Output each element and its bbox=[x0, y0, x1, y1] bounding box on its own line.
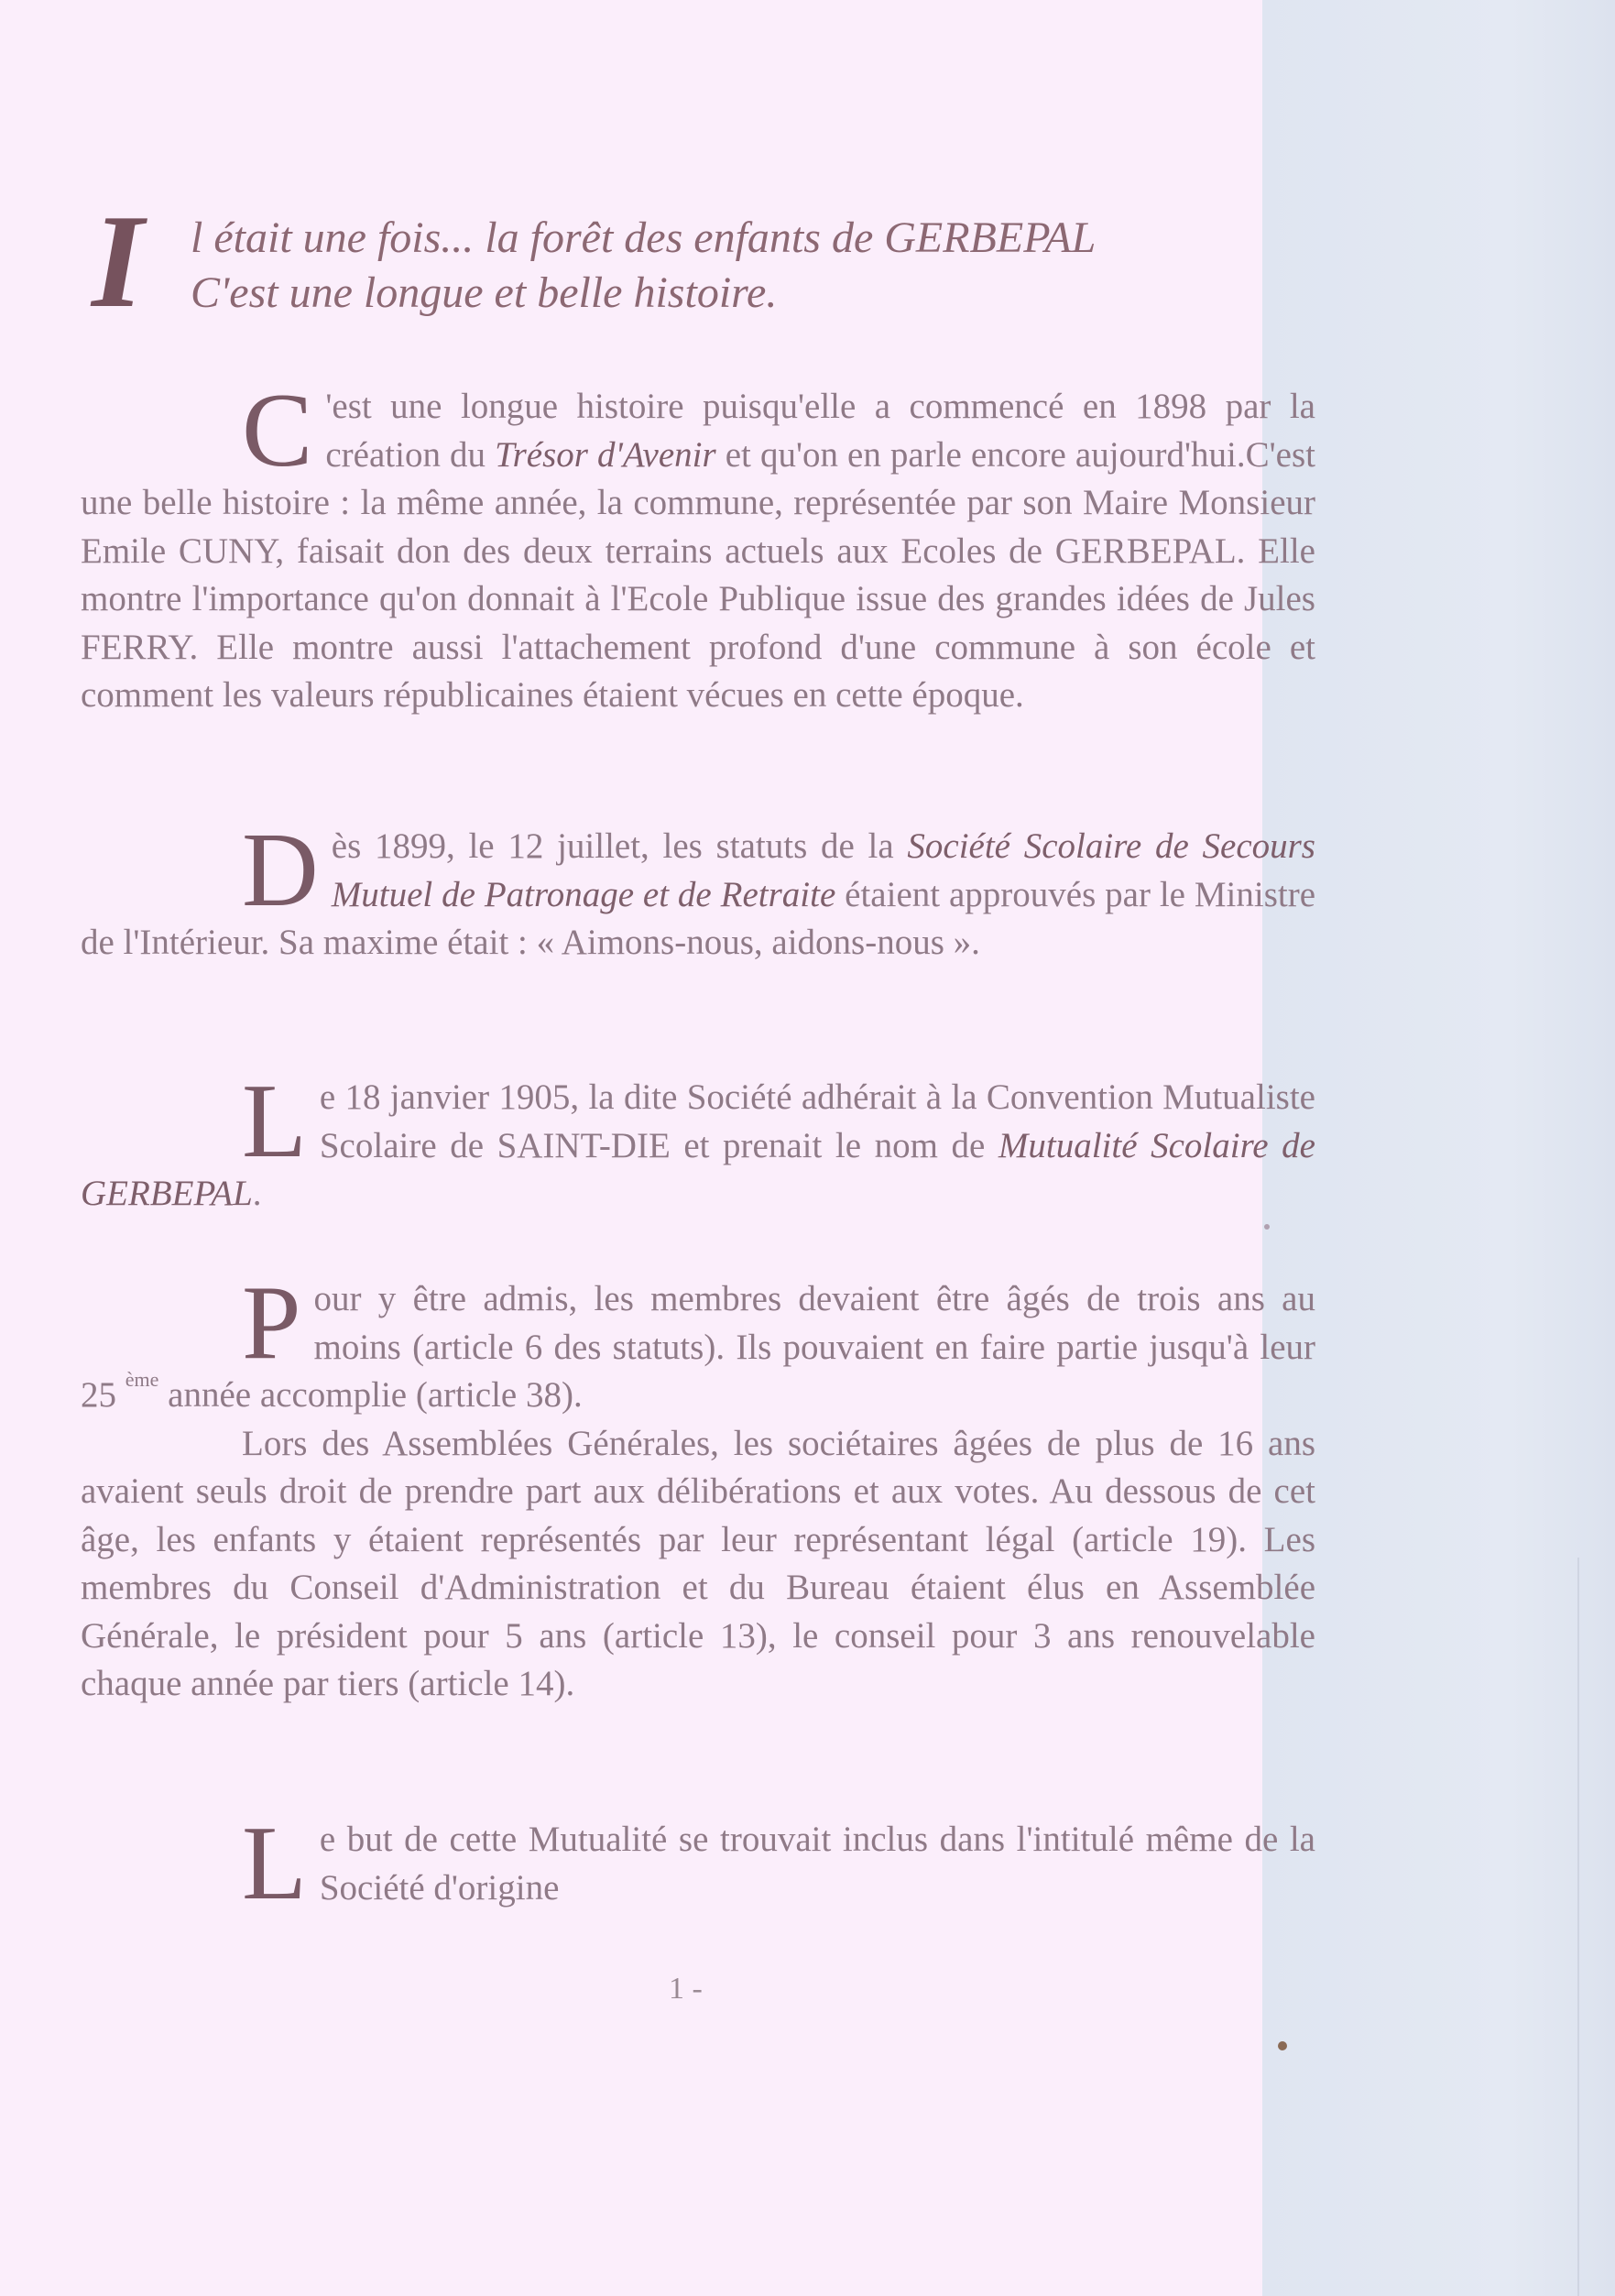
title-line-2: C'est une longue et belle histoire. bbox=[191, 268, 778, 317]
paragraph-1 bbox=[81, 372, 1316, 720]
drop-cap-d: D bbox=[242, 812, 319, 929]
page-number: 1 - bbox=[669, 1972, 703, 2006]
paragraph-3-text-b: . bbox=[252, 1174, 262, 1213]
drop-cap-l: L bbox=[242, 1063, 307, 1180]
superscript-eme: ème bbox=[125, 1368, 159, 1391]
title-drop-cap: I bbox=[92, 187, 144, 335]
drop-cap-p: P bbox=[242, 1264, 301, 1382]
drop-cap-l-2: L bbox=[242, 1805, 307, 1922]
paragraph-2-text-a: ès 1899, le 12 juillet, les statuts de la bbox=[331, 826, 908, 866]
paragraph-3-italic: Mutualité Scolaire de GERBEPAL bbox=[81, 1125, 1315, 1213]
paragraph-1-text-b: et qu'on en parle encore aujourd'hui.C'est une belle histoire : la même année, la commune, représentée par son Maire Monsieur Emile CUNY, faisait don des deux terrains actuels aux Ecoles de GERBEPAL. Elle montre l'importance qu'on donnait à l'Ecole Publique issue des grandes idées de Jules FERRY. Elle montre aussi l'attachement profond d'une commune à son école et comment les valeurs républicaines étaient vécues en cette époque. bbox=[81, 434, 1316, 715]
paragraph-4-text-a: our y être admis, les membres devaient être âgés de trois ans au moins (article 6 des statuts). Ils pouvaient en faire partie jusqu'à leur 25 bbox=[81, 1279, 1315, 1415]
drop-cap-c: C bbox=[242, 372, 313, 489]
paragraph-3-text-a: e 18 janvier 1905, la dite Société adhérait à la Convention Mutualiste Scolaire de SAINT-DIE et prenait le nom de bbox=[319, 1077, 1315, 1165]
paragraph-2-italic: Société Scolaire de Secours Mutuel de Patronage et de Retraite bbox=[331, 826, 1315, 914]
paper-speck-2 bbox=[1264, 1224, 1270, 1230]
paragraph-4-second: Lors des Assemblées Générales, les sociétaires âgées de plus de 16 ans avaient seuls droit de prendre part aux délibérations et aux votes. Au dessous de cet âge, les enfants y étaient représentés par leur représentant légal (article 19). Les membres du Conseil d'Administration et du Bureau étaient élus en Assemblée Générale, le président pour 5 ans (article 13), le conseil pour 3 ans renouvelable chaque année par tiers (article 14). bbox=[81, 1423, 1315, 1703]
paragraph-4-text-b: année accomplie (article 38). bbox=[158, 1375, 583, 1415]
paragraph-3 bbox=[81, 1063, 1315, 1219]
paragraph-5 bbox=[81, 1805, 1315, 1922]
paragraph-4 bbox=[81, 1264, 1315, 1709]
page-crease bbox=[1577, 1558, 1579, 2296]
paper-speck bbox=[1278, 2041, 1287, 2050]
paragraph-1-italic: Trésor d'Avenir bbox=[495, 434, 716, 475]
paragraph-5-text: e but de cette Mutualité se trouvait inclus dans l'intitulé même de la Société d'origine bbox=[319, 1820, 1315, 1908]
paragraph-1-text-a: 'est une longue histoire puisqu'elle a commencé en 1898 par la création du bbox=[325, 387, 1315, 475]
title-line-1: l était une fois... la forêt des enfants de GERBEPAL bbox=[191, 213, 1097, 262]
document-title bbox=[92, 187, 1301, 335]
paragraph-2 bbox=[81, 812, 1316, 968]
paragraph-2-text-b: étaient approuvés par le Ministre de l'Intérieur. Sa maxime était : « Aimons-nous, aidons-nous ». bbox=[81, 874, 1316, 962]
